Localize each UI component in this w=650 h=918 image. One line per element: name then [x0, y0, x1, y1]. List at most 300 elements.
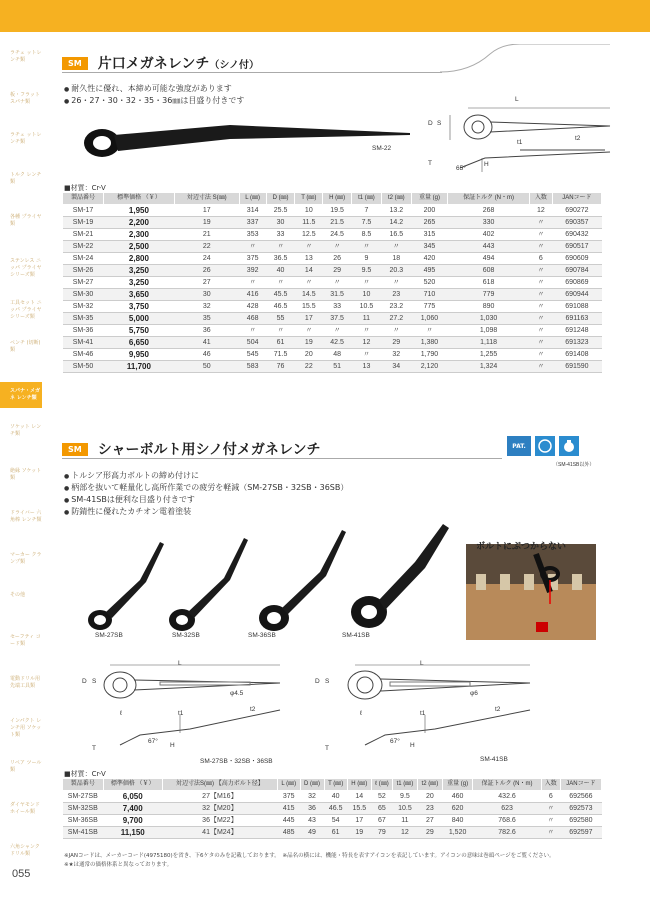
table-row — [63, 815, 602, 827]
table-cell: 71.5 — [266, 349, 295, 361]
table-cell: SM-41SB — [63, 827, 104, 839]
sidebar-item[interactable]: スパナ・メガネ レンチ類 — [0, 382, 42, 408]
table-row — [63, 265, 602, 277]
dim-S: S — [92, 678, 97, 685]
sidebar-item[interactable]: インパクト レンチ用 ソケット類 — [10, 718, 42, 738]
table-cell: SM-32SB — [63, 803, 104, 815]
table-row — [63, 349, 602, 361]
table-cell: 11,700 — [104, 361, 175, 373]
sidebar-item[interactable]: セーフティ コード類 — [10, 634, 41, 647]
ratchet-icon — [535, 436, 555, 456]
sidebar-item[interactable]: 六角シャンク ドリル類 — [10, 844, 40, 857]
table-cell: 24.5 — [323, 229, 352, 241]
dim-L: L — [515, 96, 519, 103]
table-cell: 2,500 — [104, 241, 175, 253]
table-cell: 710 — [411, 289, 447, 301]
table-cell: 35 — [174, 313, 239, 325]
photo-label: SM-41SB — [342, 632, 370, 639]
table-cell: 43 — [300, 815, 324, 827]
table-cell: 443 — [448, 241, 530, 253]
table-cell: 428 — [239, 301, 266, 313]
table-cell: 〃 — [529, 277, 552, 289]
table-cell: 54 — [324, 815, 347, 827]
table-cell: 12.5 — [295, 229, 323, 241]
sidebar-item[interactable]: リペア ツール類 — [10, 760, 42, 773]
photo-label: SM-32SB — [172, 632, 200, 639]
table-row — [63, 229, 602, 241]
table-cell: 690609 — [552, 253, 601, 265]
table-cell: 〃 — [352, 277, 382, 289]
table-cell: 618 — [448, 277, 530, 289]
table-cell: 20.3 — [381, 265, 411, 277]
section2-features — [64, 470, 348, 518]
table-header: 保証トルク (N・m) — [448, 193, 530, 205]
table-cell: 19 — [295, 337, 323, 349]
header-curve — [440, 44, 610, 74]
table-cell: 〃 — [529, 313, 552, 325]
table-cell: 315 — [411, 229, 447, 241]
table-cell: 890 — [448, 301, 530, 313]
table-cell: 353 — [239, 229, 266, 241]
table-cell: 345 — [411, 241, 447, 253]
table-cell: 27 — [174, 277, 239, 289]
dim-H: H — [484, 161, 489, 168]
table-cell: 24 — [174, 253, 239, 265]
table-cell: 9,700 — [103, 815, 162, 827]
table-cell: 3,250 — [104, 277, 175, 289]
table-header: 入数 — [529, 193, 552, 205]
table-cell: SM-24 — [63, 253, 104, 265]
table-header: JANコード — [552, 193, 601, 205]
table-cell: 17 — [295, 313, 323, 325]
dim-S: S — [437, 120, 442, 127]
dim-l: ℓ — [120, 710, 123, 717]
table-cell: 14 — [295, 265, 323, 277]
table-header: t1 (㎜) — [392, 779, 417, 791]
table-row — [63, 277, 602, 289]
sidebar-item[interactable]: 絶縁 ソケット類 — [10, 468, 42, 481]
dim-H: H — [410, 742, 415, 749]
feature-item: ● 柄部を抜いて軽量化し高所作業での疲労を軽減（SM-27SB・32SB・36SB） — [64, 482, 348, 494]
table-cell: 545 — [239, 349, 266, 361]
table-header: t1 (㎜) — [352, 193, 382, 205]
feature-item: ● 26・27・30・32・35・36㎜は目盛り付きです — [64, 95, 244, 107]
table-cell: 460 — [442, 791, 472, 803]
table-cell: 8.5 — [352, 229, 382, 241]
table-row — [63, 253, 602, 265]
table-header: D (㎜) — [300, 779, 324, 791]
table-cell: SM-35 — [63, 313, 104, 325]
table-cell: 31.5 — [323, 289, 352, 301]
table-cell: SM-26 — [63, 265, 104, 277]
table-cell: 840 — [442, 815, 472, 827]
table-cell: 34 — [381, 361, 411, 373]
table-cell: 〃 — [323, 325, 352, 337]
table-cell: 〃 — [529, 349, 552, 361]
table-cell: 〃 — [352, 325, 382, 337]
dim-t2: t2 — [575, 135, 581, 142]
table-cell: 690517 — [552, 241, 601, 253]
table-cell: 46 — [174, 349, 239, 361]
sidebar-item[interactable]: 電動ドリル用 先端工具類 — [10, 676, 41, 689]
table-cell: 21 — [174, 229, 239, 241]
table-cell: 690944 — [552, 289, 601, 301]
table-cell: 〃 — [352, 349, 382, 361]
table-cell: 〃 — [295, 277, 323, 289]
table-cell: 40 — [324, 791, 347, 803]
sidebar-item[interactable]: マーカー クランプ類 — [10, 552, 42, 565]
table-header: 重量 (g) — [442, 779, 472, 791]
dim-L: L — [178, 660, 182, 667]
spec-table — [62, 778, 602, 839]
table-cell: 691088 — [552, 301, 601, 313]
feature-item: ● SM-41SBは便利な目盛り付きです — [64, 494, 348, 506]
dim-D: D — [82, 678, 87, 685]
wrench-image — [80, 115, 420, 165]
table-cell: 690432 — [552, 229, 601, 241]
table-cell: 1,118 — [448, 337, 530, 349]
table-cell: 22 — [174, 241, 239, 253]
table-cell: 41 — [174, 337, 239, 349]
table-cell: 402 — [448, 229, 530, 241]
table-cell: 51 — [323, 361, 352, 373]
table-cell: 1,030 — [448, 313, 530, 325]
table-cell: 〃 — [295, 325, 323, 337]
sidebar-item[interactable]: 板・フラットスパナ類 — [10, 92, 40, 105]
table-cell: 50 — [174, 361, 239, 373]
footnote: ※★は通常の価格体系と異なっております。 — [64, 862, 173, 868]
sidebar-item[interactable]: ペンチ (切断)類 — [10, 340, 41, 353]
table-cell: 200 — [411, 205, 447, 217]
table-cell: 504 — [239, 337, 266, 349]
table-cell: 691323 — [552, 337, 601, 349]
callout-title: ボルトにぶつからない — [476, 542, 567, 552]
table-cell: 〃 — [541, 815, 560, 827]
table-cell: 46.5 — [266, 301, 295, 313]
photo-label: SM-36SB — [248, 632, 276, 639]
sm-badge: SM — [62, 443, 88, 456]
table-header: 標準価格 （￥） — [104, 193, 175, 205]
table-header: t2 (㎜) — [417, 779, 442, 791]
sidebar-item[interactable]: ソケット レンチ類 — [10, 424, 42, 437]
table-cell: 〃 — [529, 361, 552, 373]
table-cell: 692597 — [560, 827, 601, 839]
table-cell: SM-50 — [63, 361, 104, 373]
dim-D: D — [428, 120, 433, 127]
table-cell: 6,050 — [103, 791, 162, 803]
dim-t1: t1 — [420, 710, 426, 717]
feature-item: ● トルシア形高力ボルトの締め付けに — [64, 470, 348, 482]
table-cell: 7,400 — [103, 803, 162, 815]
table-cell: 〃 — [352, 241, 382, 253]
sidebar-item[interactable]: トルク レンチ類 — [10, 172, 42, 185]
table-cell: 40 — [266, 265, 295, 277]
table-cell: 23 — [417, 803, 442, 815]
dim-T: T — [325, 745, 329, 752]
table-cell: 61 — [324, 827, 347, 839]
sm-badge: SM — [62, 57, 88, 70]
material-label: ■材質：Cr-V — [64, 770, 106, 778]
application-photo — [466, 544, 596, 640]
table-cell: 691408 — [552, 349, 601, 361]
table-cell: SM-27 — [63, 277, 104, 289]
table-cell: 〃 — [381, 277, 411, 289]
table-cell: 20 — [295, 349, 323, 361]
spec-table — [62, 192, 602, 373]
table-cell: 420 — [411, 253, 447, 265]
sidebar-item[interactable]: ラチェ ットレンチ類 — [10, 50, 42, 63]
dim-D: D — [315, 678, 320, 685]
model-label: SM-27SB・32SB・36SB — [200, 758, 273, 765]
table-cell: 18 — [381, 253, 411, 265]
category-sidebar — [0, 32, 42, 918]
table-header: t2 (㎜) — [381, 193, 411, 205]
table-cell: 6 — [541, 791, 560, 803]
table-cell: 36【M22】 — [162, 815, 277, 827]
table-cell: 1,255 — [448, 349, 530, 361]
table-cell: 29 — [381, 337, 411, 349]
table-cell: 〃 — [323, 277, 352, 289]
table-cell: 25.5 — [266, 205, 295, 217]
table-cell: 12 — [392, 827, 417, 839]
table-cell: 49 — [300, 827, 324, 839]
table-cell: 3,750 — [104, 301, 175, 313]
table-cell: 15.5 — [347, 803, 371, 815]
table-cell: SM-21 — [63, 229, 104, 241]
table-cell: 5,000 — [104, 313, 175, 325]
table-cell: SM-41 — [63, 337, 104, 349]
table-cell: 1,060 — [411, 313, 447, 325]
table-cell: 690784 — [552, 265, 601, 277]
table-cell: 26 — [174, 265, 239, 277]
sidebar-item[interactable]: ダイヤモンド ホイール類 — [10, 802, 40, 815]
table-cell: 21.5 — [323, 217, 352, 229]
dim-T: T — [428, 160, 432, 167]
table-cell: 375 — [277, 791, 300, 803]
table-cell: 485 — [277, 827, 300, 839]
table-cell: 32 — [300, 791, 324, 803]
table-row — [63, 803, 602, 815]
table-cell: 27【M16】 — [162, 791, 277, 803]
table-cell: SM-46 — [63, 349, 104, 361]
dim-angle: 65° — [456, 165, 466, 172]
table-cell: 27.2 — [381, 313, 411, 325]
dim-phi: φ4.5 — [230, 690, 244, 697]
divider — [62, 458, 502, 459]
table-cell: 330 — [448, 217, 530, 229]
table-header: L (㎜) — [277, 779, 300, 791]
table-cell: 〃 — [381, 325, 411, 337]
table-cell: 445 — [277, 815, 300, 827]
feature-item: ● 耐久性に優れ、本締め可能な強度があります — [64, 83, 244, 95]
table-cell: 13 — [295, 253, 323, 265]
table-cell: 690272 — [552, 205, 601, 217]
table-cell: 79 — [371, 827, 392, 839]
table-cell: 13 — [352, 361, 382, 373]
table-cell: 61 — [266, 337, 295, 349]
table-cell: 779 — [448, 289, 530, 301]
table-cell: 46.5 — [324, 803, 347, 815]
table-cell: 2,800 — [104, 253, 175, 265]
scale-icon — [559, 436, 579, 456]
table-cell: 268 — [448, 205, 530, 217]
footnote: ※JANコードは、メーカーコード(4975180)を省き、下6ケタのみを記載しております。 ※品名の横には、機能・特長を表すアイコンを表記しています。アイコンの意味は巻頭ページをご覧ください。 — [64, 853, 555, 859]
table-cell: 〃 — [529, 337, 552, 349]
top-banner — [0, 0, 650, 32]
table-header: L (㎜) — [239, 193, 266, 205]
table-row — [63, 361, 602, 373]
table-header: 対辺寸法 S(㎜) — [174, 193, 239, 205]
table-row — [63, 827, 602, 839]
table-cell: 17 — [347, 815, 371, 827]
table-header: 製品番号 — [63, 779, 104, 791]
table-cell: 〃 — [381, 241, 411, 253]
table-cell: 11,150 — [103, 827, 162, 839]
table-cell: 42.5 — [323, 337, 352, 349]
dim-angle: 67° — [390, 738, 400, 745]
table-cell: SM-30 — [63, 289, 104, 301]
table-cell: 1,380 — [411, 337, 447, 349]
table-cell: 9.5 — [392, 791, 417, 803]
table-cell: 14.2 — [381, 217, 411, 229]
table-cell: 314 — [239, 205, 266, 217]
table-cell: 375 — [239, 253, 266, 265]
table-cell: 36 — [174, 325, 239, 337]
icon-note: （SM-41SB以外） — [553, 462, 595, 468]
table-cell: 〃 — [541, 827, 560, 839]
patent-icon: PAT. — [507, 436, 531, 456]
table-cell: 768.6 — [473, 815, 541, 827]
dim-t1: t1 — [517, 139, 523, 146]
table-cell: 10 — [295, 205, 323, 217]
table-cell: 775 — [411, 301, 447, 313]
model-label: SM-41SB — [480, 756, 508, 763]
table-cell: 33 — [266, 229, 295, 241]
table-cell: SM-36SB — [63, 815, 104, 827]
table-cell: 〃 — [529, 301, 552, 313]
table-cell: 32 — [174, 301, 239, 313]
table-cell: 12 — [529, 205, 552, 217]
table-header: T (㎜) — [324, 779, 347, 791]
table-cell: 6,650 — [104, 337, 175, 349]
table-cell: 29 — [417, 827, 442, 839]
table-cell: 520 — [411, 277, 447, 289]
table-cell: 14 — [347, 791, 371, 803]
table-cell: 12 — [352, 337, 382, 349]
table-cell: 〃 — [529, 289, 552, 301]
section1-title: 片口メガネレンチ（シノ付） — [97, 56, 259, 72]
table-cell: 45.5 — [266, 289, 295, 301]
table-row — [63, 217, 602, 229]
table-cell: 9.5 — [352, 265, 382, 277]
table-cell: 691248 — [552, 325, 601, 337]
dim-H: H — [170, 742, 175, 749]
table-cell: 67 — [371, 815, 392, 827]
table-cell: 〃 — [529, 217, 552, 229]
table-cell: 48 — [323, 349, 352, 361]
table-row — [63, 325, 602, 337]
table-cell: 〃 — [239, 325, 266, 337]
dim-t2: t2 — [495, 706, 501, 713]
table-cell: 1,098 — [448, 325, 530, 337]
table-cell: 7.5 — [352, 217, 382, 229]
sidebar-item[interactable]: ステンレス ニッパ プライヤ シリーズ類 — [10, 258, 42, 278]
table-cell: 30 — [266, 217, 295, 229]
table-cell: 2,300 — [104, 229, 175, 241]
table-header: 入数 — [541, 779, 560, 791]
table-cell: 10.5 — [392, 803, 417, 815]
table-cell: 416 — [239, 289, 266, 301]
dim-S: S — [325, 678, 330, 685]
table-cell: 7 — [352, 205, 382, 217]
table-cell: 15.5 — [295, 301, 323, 313]
table-cell: 〃 — [239, 241, 266, 253]
wrench-photos — [80, 520, 460, 635]
sidebar-item[interactable]: ドライバー 六角棒 レンチ類 — [10, 510, 42, 523]
table-cell: 690357 — [552, 217, 601, 229]
dim-T: T — [92, 745, 96, 752]
table-cell: 495 — [411, 265, 447, 277]
dim-t1: t1 — [178, 710, 184, 717]
table-cell: 415 — [277, 803, 300, 815]
table-cell: 〃 — [323, 241, 352, 253]
sidebar-item[interactable]: ラチェ ットレンチ類 — [10, 132, 42, 145]
table-header: H (㎜) — [347, 779, 371, 791]
table-cell: 1,950 — [104, 205, 175, 217]
table-cell: 337 — [239, 217, 266, 229]
table-cell: 〃 — [529, 325, 552, 337]
table-cell: 468 — [239, 313, 266, 325]
table-cell: 32【M20】 — [162, 803, 277, 815]
table-cell: 23.2 — [381, 301, 411, 313]
section2-header — [62, 440, 321, 458]
table-row — [63, 289, 602, 301]
table-cell: 〃 — [411, 325, 447, 337]
table-cell: 〃 — [266, 325, 295, 337]
table-cell: 1,520 — [442, 827, 472, 839]
table-cell: 623 — [473, 803, 541, 815]
material-label: ■材質：Cr-V — [64, 184, 106, 192]
table-cell: 〃 — [529, 241, 552, 253]
table-row — [63, 241, 602, 253]
table-cell: 692580 — [560, 815, 601, 827]
sidebar-item[interactable]: 各種 プライヤ類 — [10, 214, 42, 227]
table-header: JANコード — [560, 779, 601, 791]
table-header: 対辺寸法S(㎜) 【高力ボルト径】 — [162, 779, 277, 791]
table-cell: SM-32 — [63, 301, 104, 313]
table-cell: 20 — [417, 791, 442, 803]
table-cell: 〃 — [529, 265, 552, 277]
table-cell: 608 — [448, 265, 530, 277]
table-cell: 265 — [411, 217, 447, 229]
table-cell: 〃 — [295, 241, 323, 253]
table-cell: 19 — [347, 827, 371, 839]
table-cell: 〃 — [529, 229, 552, 241]
table-cell: 〃 — [239, 277, 266, 289]
section1-header — [62, 54, 259, 72]
sidebar-item[interactable]: 工具セット ニッパ プライヤ シリーズ類 — [10, 300, 42, 320]
table-cell: 55 — [266, 313, 295, 325]
table-cell: 782.6 — [473, 827, 541, 839]
table-cell: 494 — [448, 253, 530, 265]
table-row — [63, 791, 602, 803]
table-cell: 19.5 — [323, 205, 352, 217]
dim-l: ℓ — [360, 710, 363, 717]
table-cell: 620 — [442, 803, 472, 815]
sidebar-item[interactable]: その他 — [10, 592, 26, 598]
table-cell: 36 — [300, 803, 324, 815]
table-cell: 11.5 — [295, 217, 323, 229]
